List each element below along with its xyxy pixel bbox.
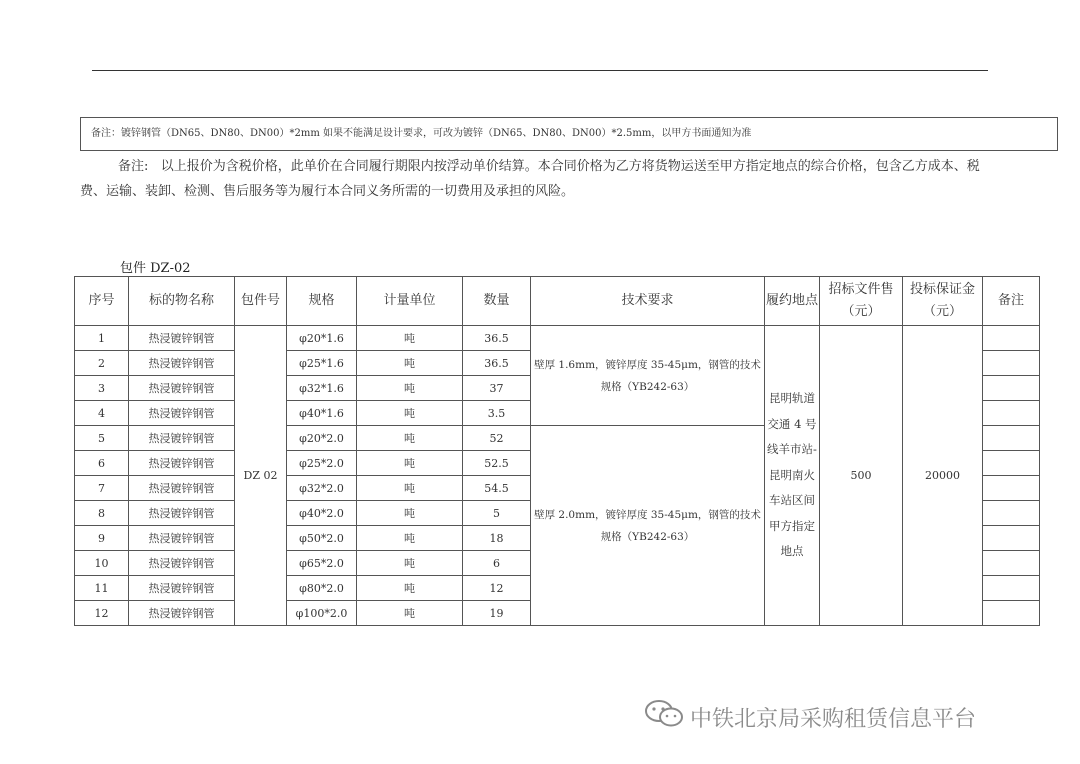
cell-name: 热浸镀锌钢管 — [129, 501, 235, 526]
cell-spec: φ50*2.0 — [287, 526, 357, 551]
cell-unit: 吨 — [357, 451, 463, 476]
cell-no: 10 — [75, 551, 129, 576]
header-location: 履约地点 — [765, 277, 820, 326]
cell-qty: 36.5 — [463, 326, 531, 351]
header-qty: 数量 — [463, 277, 531, 326]
cell-name: 热浸镀锌钢管 — [129, 476, 235, 501]
cell-no: 12 — [75, 601, 129, 626]
cell-remark — [983, 501, 1040, 526]
cell-name: 热浸镀锌钢管 — [129, 526, 235, 551]
table-header-row — [75, 277, 1040, 326]
cell-unit: 吨 — [357, 476, 463, 501]
cell-unit: 吨 — [357, 526, 463, 551]
cell-remark — [983, 451, 1040, 476]
header-remark: 备注 — [983, 277, 1040, 326]
cell-no: 11 — [75, 576, 129, 601]
header-package: 包件号 — [235, 277, 287, 326]
cell-spec: φ20*2.0 — [287, 426, 357, 451]
cell-name: 热浸镀锌钢管 — [129, 451, 235, 476]
cell-no: 4 — [75, 401, 129, 426]
cell-unit: 吨 — [357, 601, 463, 626]
cell-tech-req-2: 壁厚 2.0mm，镀锌厚度 35-45μm，钢管的技术规格（YB242-63） — [531, 426, 765, 626]
header-no: 序号 — [75, 277, 129, 326]
cell-unit: 吨 — [357, 576, 463, 601]
top-rule — [92, 70, 988, 71]
cell-no: 8 — [75, 501, 129, 526]
cell-name: 热浸镀锌钢管 — [129, 576, 235, 601]
cell-unit: 吨 — [357, 501, 463, 526]
cell-unit: 吨 — [357, 376, 463, 401]
cell-qty: 52 — [463, 426, 531, 451]
cell-spec: φ100*2.0 — [287, 601, 357, 626]
header-spec: 规格 — [287, 277, 357, 326]
header-name: 标的物名称 — [129, 277, 235, 326]
cell-spec: φ65*2.0 — [287, 551, 357, 576]
cell-qty: 6 — [463, 551, 531, 576]
cell-doc-price: 500 — [820, 326, 903, 626]
cell-unit: 吨 — [357, 326, 463, 351]
cell-unit: 吨 — [357, 551, 463, 576]
cell-remark — [983, 476, 1040, 501]
cell-qty: 12 — [463, 576, 531, 601]
cell-no: 6 — [75, 451, 129, 476]
remark-paragraph — [80, 154, 1000, 204]
cell-name: 热浸镀锌钢管 — [129, 376, 235, 401]
cell-remark — [983, 551, 1040, 576]
cell-remark — [983, 426, 1040, 451]
header-tech: 技术要求 — [531, 277, 765, 326]
cell-unit: 吨 — [357, 401, 463, 426]
cell-name: 热浸镀锌钢管 — [129, 326, 235, 351]
cell-remark — [983, 326, 1040, 351]
cell-no: 9 — [75, 526, 129, 551]
cell-qty: 3.5 — [463, 401, 531, 426]
cell-bid-bond: 20000 — [903, 326, 983, 626]
cell-remark — [983, 401, 1040, 426]
cell-tech-req-1: 壁厚 1.6mm，镀锌厚度 35-45μm，钢管的技术规格（YB242-63） — [531, 326, 765, 426]
table-row — [75, 326, 1040, 351]
cell-spec: φ25*1.6 — [287, 351, 357, 376]
cell-no: 2 — [75, 351, 129, 376]
cell-name: 热浸镀锌钢管 — [129, 401, 235, 426]
header-bid-bond: 投标保证金（元） — [903, 277, 983, 326]
cell-no: 1 — [75, 326, 129, 351]
cell-spec: φ40*1.6 — [287, 401, 357, 426]
cell-unit: 吨 — [357, 426, 463, 451]
cell-remark — [983, 601, 1040, 626]
cell-spec: φ40*2.0 — [287, 501, 357, 526]
cell-remark — [983, 351, 1040, 376]
cell-no: 5 — [75, 426, 129, 451]
cell-qty: 19 — [463, 601, 531, 626]
cell-spec: φ32*2.0 — [287, 476, 357, 501]
cell-no: 3 — [75, 376, 129, 401]
remark-text: 以上报价为含税价格，此单价在合同履行期限内按浮动单价结算。本合同价格为乙方将货物运送至甲方指定地点的综合价格，包含乙方成本、税费、运输、装卸、检测、售后服务等为履行本合同义务所需的一切费用及承担的风险。 — [80, 159, 980, 199]
cell-remark — [983, 576, 1040, 601]
cell-qty: 52.5 — [463, 451, 531, 476]
cell-remark — [983, 376, 1040, 401]
header-unit: 计量单位 — [357, 277, 463, 326]
wechat-icon — [644, 699, 690, 735]
cell-name: 热浸镀锌钢管 — [129, 601, 235, 626]
watermark-text: 中铁北京局采购租赁信息平台 — [690, 706, 977, 732]
header-doc-price: 招标文件售（元） — [820, 277, 903, 326]
cell-qty: 54.5 — [463, 476, 531, 501]
cell-no: 7 — [75, 476, 129, 501]
note-box: 备注：镀锌钢管（DN65、DN80、DN00）*2mm 如果不能满足设计要求，可改为镀锌（DN65、DN80、DN00）*2.5mm，以甲方书面通知为准 — [80, 117, 1058, 151]
cell-name: 热浸镀锌钢管 — [129, 551, 235, 576]
procurement-table — [74, 276, 1040, 626]
cell-spec: φ20*1.6 — [287, 326, 357, 351]
cell-spec: φ25*2.0 — [287, 451, 357, 476]
package-label: 包件 DZ-02 — [120, 261, 191, 276]
cell-qty: 37 — [463, 376, 531, 401]
cell-package-no: DZ 02 — [235, 326, 287, 626]
cell-name: 热浸镀锌钢管 — [129, 426, 235, 451]
cell-name: 热浸镀锌钢管 — [129, 351, 235, 376]
cell-remark — [983, 526, 1040, 551]
cell-qty: 18 — [463, 526, 531, 551]
cell-location: 昆明轨道交通 4 号线羊市站-昆明南火车站区间甲方指定地点 — [765, 326, 820, 626]
cell-qty: 36.5 — [463, 351, 531, 376]
watermark — [644, 700, 976, 734]
cell-qty: 5 — [463, 501, 531, 526]
cell-unit: 吨 — [357, 351, 463, 376]
cell-spec: φ80*2.0 — [287, 576, 357, 601]
remark-label: 备注: — [118, 159, 149, 174]
cell-spec: φ32*1.6 — [287, 376, 357, 401]
